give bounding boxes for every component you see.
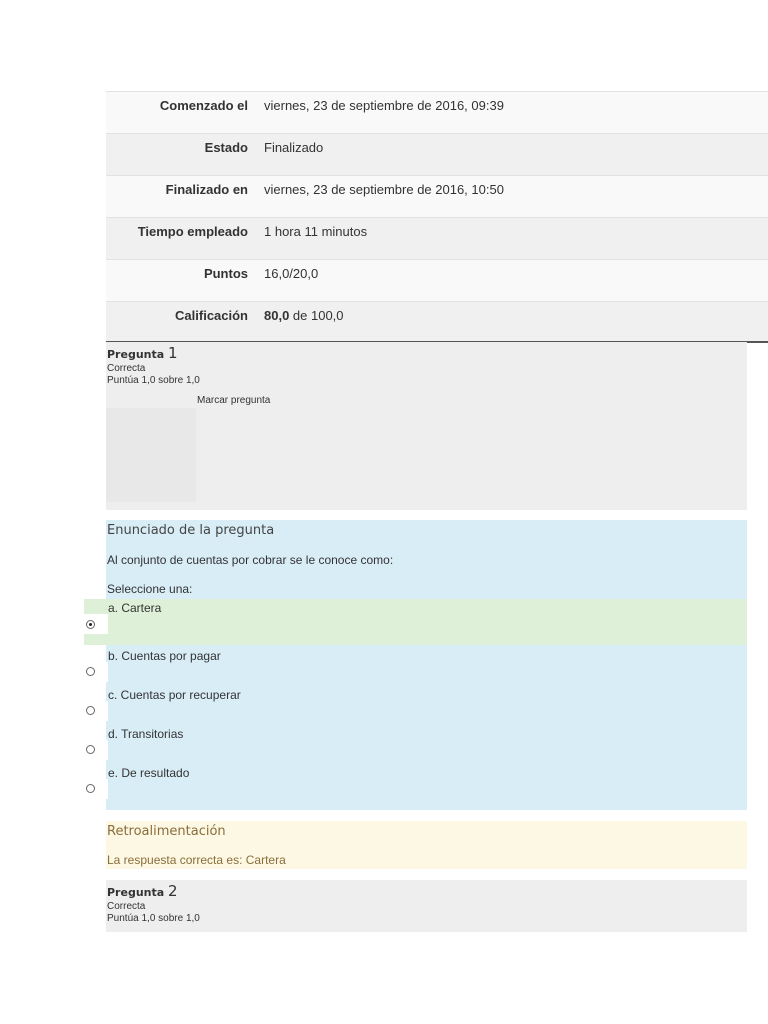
summary-row-finished: [106, 175, 768, 217]
summary-value: [248, 302, 344, 341]
radio-button[interactable]: [86, 784, 95, 793]
summary-value: 1 hora 11 minutos: [264, 224, 368, 239]
radio-button[interactable]: [86, 745, 95, 754]
question-text: Al conjunto de cuentas por cobrar se le conoce como:: [107, 553, 394, 567]
summary-label: Calificación: [175, 308, 248, 323]
answer-option-b[interactable]: [84, 645, 747, 684]
option-label: b. Cuentas por pagar: [108, 649, 221, 663]
question-title: [107, 344, 747, 362]
feedback-header: Retroalimentación: [107, 824, 226, 839]
option-label: d. Transitorias: [108, 727, 184, 741]
summary-row-points: [106, 259, 768, 301]
answer-option-a[interactable]: [84, 599, 747, 645]
radio-button[interactable]: [86, 667, 95, 676]
answer-option-d[interactable]: [84, 723, 747, 762]
question-state: Correcta: [107, 363, 146, 374]
summary-value: viernes, 23 de septiembre de 2016, 09:39: [264, 98, 504, 113]
summary-value: viernes, 23 de septiembre de 2016, 10:50: [264, 182, 504, 197]
question-state: Correcta: [107, 901, 146, 912]
correct-answer-text: La respuesta correcta es: Cartera: [107, 853, 286, 867]
grade-max: de 100,0: [289, 308, 344, 323]
radio-cell: [84, 614, 108, 634]
question-number: 1: [168, 344, 178, 362]
grade-value: 80,0: [264, 308, 290, 323]
summary-row-started: [106, 91, 768, 133]
question-2-info: [106, 880, 747, 932]
summary-value: 16,0/20,0: [264, 266, 319, 281]
question-1-feedback: [106, 821, 747, 869]
option-label: c. Cuentas por recuperar: [108, 688, 241, 702]
radio-button-checked[interactable]: [86, 620, 95, 629]
summary-label: Comenzado el: [159, 98, 248, 113]
radio-cell: [84, 779, 108, 799]
question-title-word: Pregunta: [107, 886, 165, 899]
option-label: a. Cartera: [108, 601, 162, 615]
flag-question-link[interactable]: Marcar pregunta: [197, 395, 271, 406]
summary-label: Estado: [204, 140, 248, 155]
summary-label: Puntos: [203, 266, 248, 281]
summary-row-state: [106, 133, 768, 175]
question-grade: Puntúa 1,0 sobre 1,0: [107, 913, 200, 924]
summary-label: Finalizado en: [165, 182, 248, 197]
question-1-info: [106, 342, 747, 510]
question-title-word: Pregunta: [107, 348, 165, 361]
answer-option-e[interactable]: [84, 762, 747, 801]
question-grade: Puntúa 1,0 sobre 1,0: [107, 375, 200, 386]
summary-label: Tiempo empleado: [137, 224, 248, 239]
attempt-summary-table: [106, 91, 768, 343]
radio-cell: [84, 701, 108, 721]
answer-option-c[interactable]: [84, 684, 747, 723]
question-info-sidebar: [106, 408, 196, 502]
radio-button[interactable]: [86, 706, 95, 715]
answer-prompt: Seleccione una:: [107, 582, 193, 596]
radio-cell: [84, 740, 108, 760]
question-number: 2: [168, 882, 178, 900]
summary-row-grade: [106, 301, 768, 343]
option-label: e. De resultado: [108, 766, 190, 780]
radio-cell: [84, 662, 108, 682]
summary-row-time-taken: [106, 217, 768, 259]
question-title: [107, 882, 747, 900]
summary-value: Finalizado: [264, 140, 324, 155]
question-header: Enunciado de la pregunta: [107, 523, 275, 538]
